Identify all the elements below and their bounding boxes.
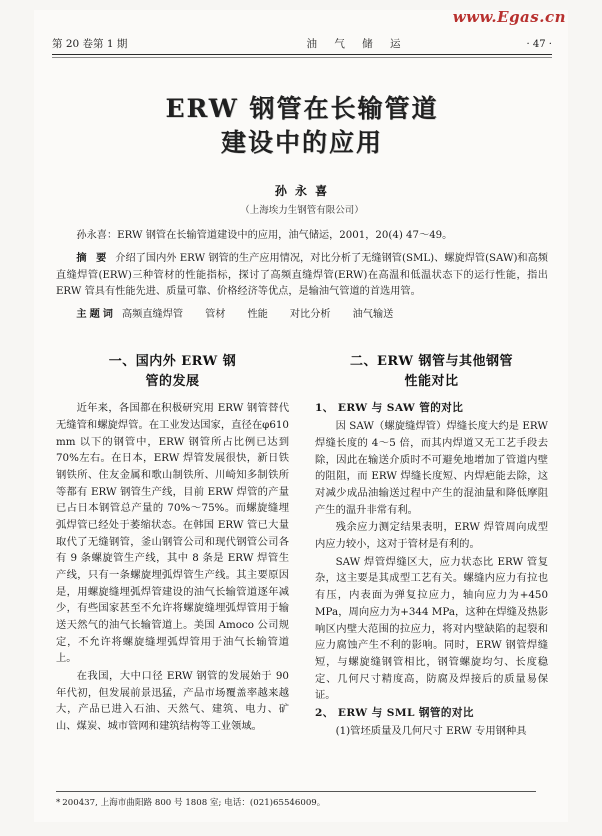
footnote <box>56 791 536 808</box>
left-section-heading <box>56 352 289 392</box>
paragraph: 在我国，大中口径 ERW 钢管的发展始于 90 年代初，但发展前景迅猛，产品市场覆盖率越来越大，产品已进入石油、天然气、建筑、电力、矿山、煤炭、城市管网和建筑结构等工业领域。 <box>56 670 289 733</box>
footnote-marker: * <box>56 798 61 808</box>
right-section-heading-line-2: 性能对比 <box>404 374 459 390</box>
article-title <box>52 92 552 160</box>
abstract-paragraph <box>56 250 548 301</box>
left-section-heading-line-2: 管的发展 <box>145 374 200 390</box>
author-affiliation: （上海埃力生钢管有限公司） <box>240 205 364 216</box>
right-column-body <box>315 400 548 739</box>
paragraph: 因 SAW（螺旋缝焊管）焊缝长度大约是 ERW 焊缝长度的 4～5 倍，而其内焊道又无工艺手段去除，因此在输送介质时不可避免地增加了管道内壁的阻阻，而 ERW 焊缝长度短、内焊疤能去除，这对减少成品油输送过程中产生的混油量和降低摩阻产生的温升非常有利。 <box>315 420 548 516</box>
keyword-item: 对比分析 <box>289 309 331 321</box>
keyword-item: 油气输送 <box>352 309 394 321</box>
header-journal-name: 油 气 储 运 <box>306 38 408 50</box>
abstract-block <box>56 228 548 329</box>
header-rule-top <box>52 54 552 55</box>
subsection-heading-1: 1、 ERW 与 SAW 管的对比 <box>315 402 464 415</box>
keyword-item: 管材 <box>205 309 226 321</box>
paragraph: 残余应力测定结果表明，ERW 焊管周向成型内应力较小，这对于管材是有利的。 <box>315 521 548 551</box>
header-rule-bottom <box>52 57 552 58</box>
keywords-list <box>122 309 415 320</box>
keyword-item: 高频直缝焊管 <box>121 309 184 321</box>
right-section-heading <box>315 352 548 392</box>
paragraph: SAW 焊管焊缝区大，应力状态比 ERW 管复杂，这主要是其成型工艺有关。螺缝内应力有拉也有压，内表面为弹复拉应力，轴向应力为+450 MPa，周向应力为+344 MPa，这种在焊缝及热影响区内壁大范围的拉应力，将对内壁缺陷的起裂和应力腐蚀产生不利的影响。同时，ERW 钢管焊缝短，与螺旋缝钢管相比，钢管螺旋均匀、长度稳定、几何尺寸精度高，防腐及焊接后的质量易保证。 <box>315 555 548 702</box>
left-column <box>56 352 289 741</box>
footnote-text: 200437, 上海市曲阳路 800 号 1808 室; 电话：(021)65546009。 <box>62 798 326 808</box>
author-name: 孙 永 喜 <box>274 184 330 198</box>
left-column-body <box>56 400 289 734</box>
paragraph: (1)管坯质量及几何尺寸 ERW 专用钢种具 <box>335 725 527 738</box>
watermark-text: www.Egas.cn <box>452 8 566 26</box>
right-section-heading-line-1: 二、ERW 钢管与其他钢管 <box>349 354 514 369</box>
keyword-item: 性能 <box>247 309 268 321</box>
left-section-heading-line-1: 一、国内外 ERW 钢 <box>108 354 237 369</box>
paragraph: 近年来，各国都在积极研究用 ERW 钢管替代无缝管和螺旋焊管。在工业发达国家，直径在φ610 mm 以下的钢管中，ERW 钢管所占比例已达到 70%左右。在日本，ERW 焊管发展很快，新日铁钢铁所、住友金属和歌山制铁所、川崎知多制铁所等都有 ERW 钢管生产线，目前 ERW 焊管的产量已占日本钢管总产量的 70%～75%。而螺旋缝埋弧焊管已经处于萎缩状态。在韩国 ERW 管已大量取代了无缝钢管，釜山钢管公司和现代钢管公司各有 9 条螺旋管生产线，其中 8 条是 ERW 焊管生产线，只有一条螺旋埋弧焊管生产线。其主要原因是，用螺旋缝埋弧焊管建设的油气长输管道逐年减少，有些国家甚至不允许将螺旋缝埋弧焊管用于输送天然气的油气长输管道上。美国 Amoco 公司规定，不允许将螺旋缝埋弧焊管用于油气长输管道上。 <box>56 402 289 665</box>
keywords-paragraph <box>56 306 548 324</box>
header-volume-issue: 第 20 卷第 1 期 <box>52 38 128 50</box>
abstract-label: 摘 要 <box>76 251 110 264</box>
abstract-text: 介绍了国内外 ERW 钢管的生产应用情况，对比分析了无缝钢管(SML)、螺旋焊管(SAW)和高频直缝焊管(ERW)三种管材的性能指标，探讨了高频直缝焊管(ERW)在高温和低温状态下的运行性能，指出 ERW 管具有性能先进、质量可靠、价格经济等优点，是输油气管道的首选用管。 <box>56 252 548 298</box>
body-columns <box>56 352 548 741</box>
header-page-number: · 47 · <box>526 39 552 50</box>
page-header <box>52 36 552 51</box>
article-title-line-2: 建设中的应用 <box>220 127 383 157</box>
keywords-label: 主题词 <box>76 308 116 321</box>
article-title-line-1: ERW 钢管在长输管道 <box>165 94 439 123</box>
citation-line: 孙永喜：ERW 钢管在长输管道建设中的应用，油气储运，2001，20(4) 47～49。 <box>76 230 453 241</box>
subsection-heading-2: 2、 ERW 与 SML 钢管的对比 <box>315 706 474 719</box>
right-column <box>315 352 548 741</box>
